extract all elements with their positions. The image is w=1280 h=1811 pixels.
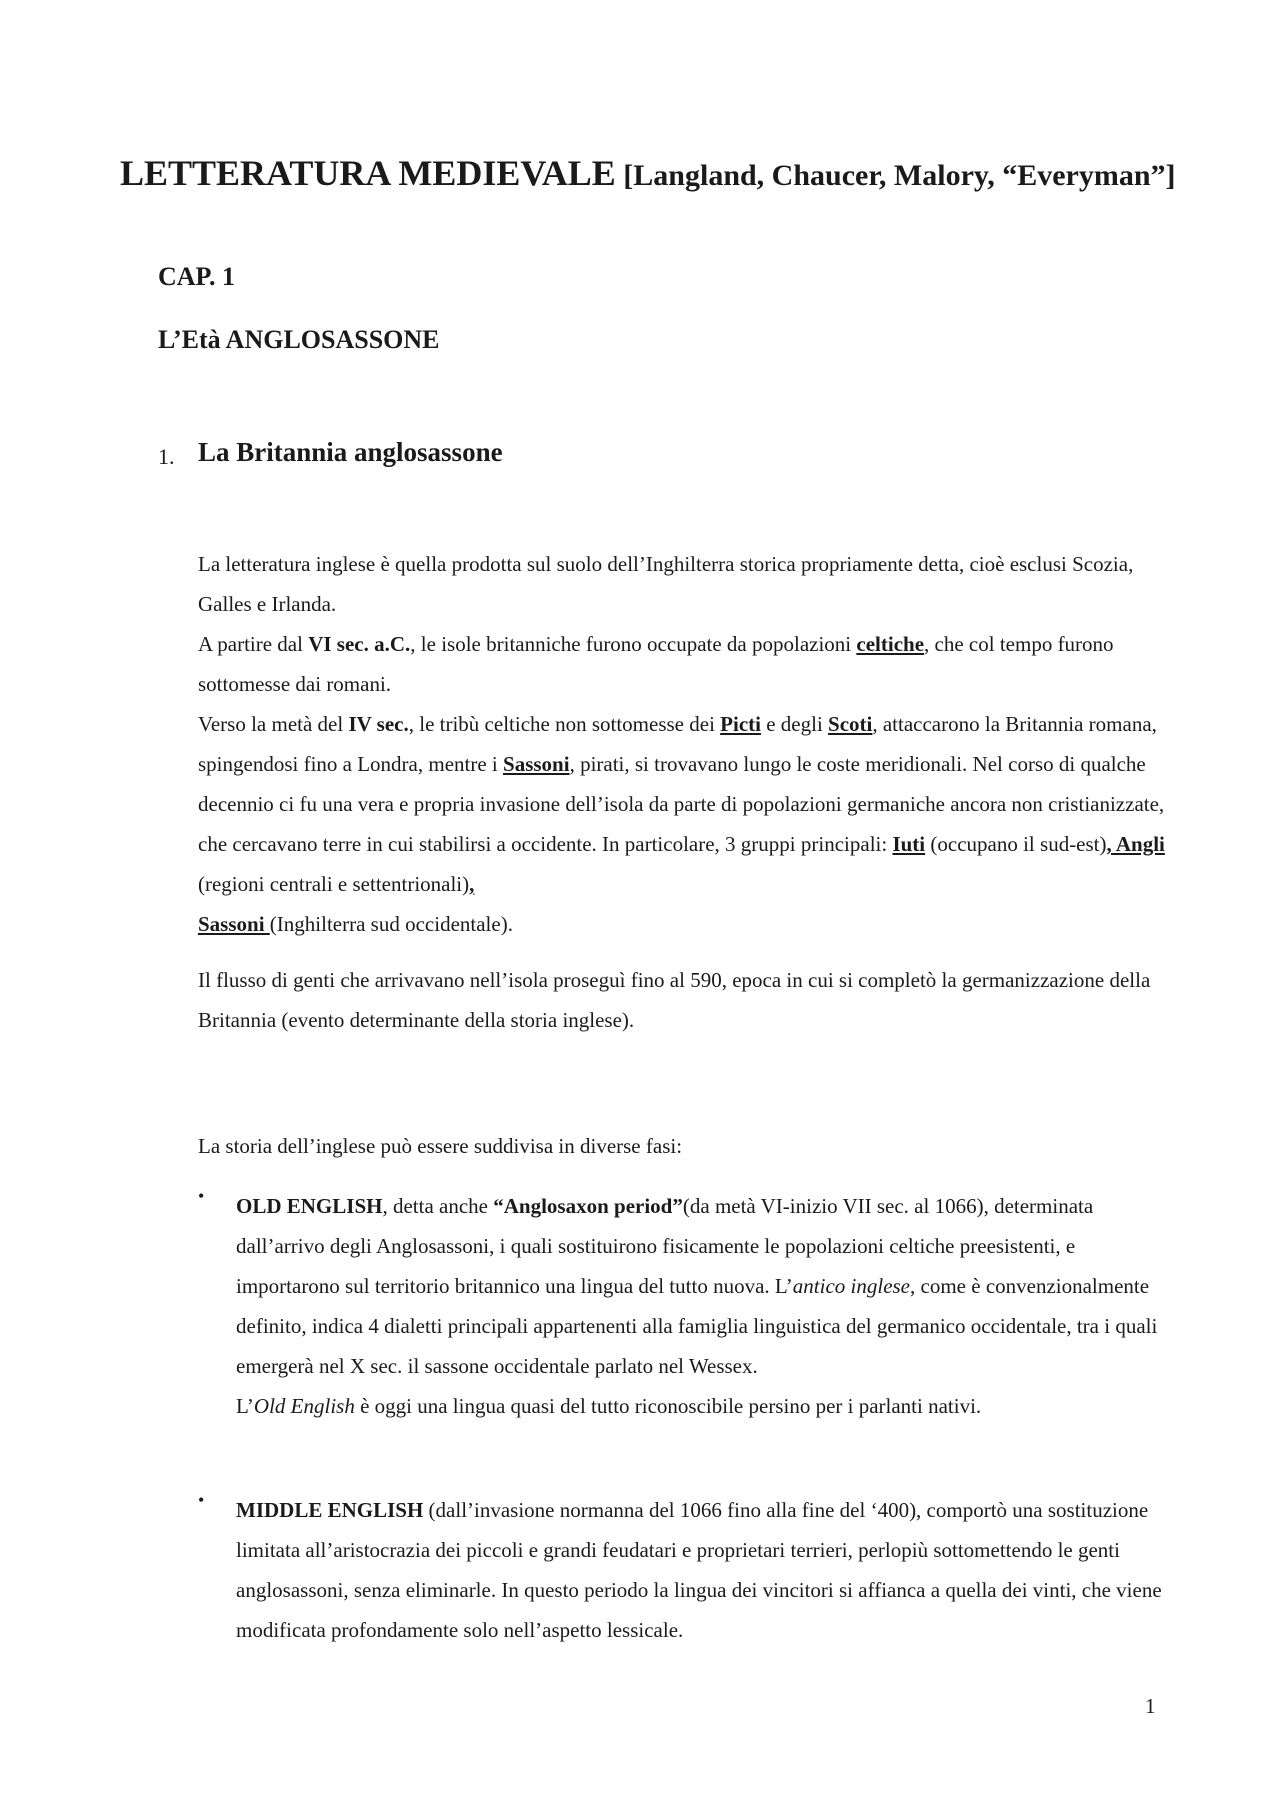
chapter-title: L’Età ANGLOSASSONE [158, 325, 440, 354]
title-main: LETTERATURA MEDIEVALE [120, 153, 616, 193]
p1-underlined: , Angli [1106, 832, 1165, 856]
bullet-marker: • [198, 1490, 205, 1510]
title-subtitle: [Langland, Chaucer, Malory, “Everyman”] [623, 159, 1176, 192]
item-italic: Old English [253, 1394, 355, 1418]
item-text: L’ [236, 1394, 254, 1418]
p1-text: , pirati, si trovavano lungo le coste meridionali. Nel corso di qualche decennio ci fu una vera e propria invasione dell’isola da parte di popolazioni germaniche ancora non cristianizzate, che cercavano terre in cui stabilirsi a occidente. In particolare, 3 gruppi principali: [198, 752, 1165, 856]
paragraph-phases-intro: La storia dell’inglese può essere suddivisa in diverse fasi: [198, 1134, 683, 1158]
p1-underlined: Picti [720, 712, 761, 736]
item-bold: “Anglosaxon period” [493, 1194, 683, 1218]
p1-underlined: , [469, 872, 475, 896]
page-number: 1 [1145, 1694, 1156, 1718]
old-english-heading: OLD ENGLISH [236, 1194, 383, 1218]
p1-bold: VI sec. a.C. [308, 632, 411, 656]
p1-underlined: Iuti [892, 832, 926, 856]
p1-text: e degli [760, 712, 829, 736]
p1-text: (Inghilterra sud occidentale). [269, 912, 513, 936]
p1-text: (occupano il sud-est) [925, 832, 1107, 856]
p1-text: , attaccarono la Britannia romana, spingendosi fino a Londra, mentre i [198, 712, 1157, 776]
paragraph-germanization: Il flusso di genti che arrivavano nell’isola proseguì fino al 590, epoca in cui si completò la germanizzazione della Britannia (evento determinante della storia inglese). [198, 968, 1151, 1032]
item-text: , detta anche [382, 1194, 494, 1218]
item-text: (da metà VI-inizio VII sec. al 1066), determinata dall’arrivo degli Anglosassoni, i quali sostituirono fisicamente le popolazioni celtiche preesistenti, e importarono sul territorio britannico una lingua del tutto nuova. L’ [236, 1194, 1094, 1298]
p1-text: , le isole britanniche furono occupate da popolazioni [410, 632, 857, 656]
item-text: , come è convenzionalmente definito, indica 4 dialetti principali appartenenti alla famiglia linguistica del germanico occidentale, tra i quali emergerà nel X sec. il sassone occidentale parlato nel Wessex. [236, 1274, 1158, 1378]
item-text: è oggi una lingua quasi del tutto riconoscibile persino per i parlanti nativi. [354, 1394, 982, 1418]
p1-underlined: Scoti [828, 712, 873, 736]
p1-underlined: Sassoni [503, 752, 570, 776]
p1-text: , che col tempo furono sottomesse dai romani. [198, 632, 1114, 696]
p1-underlined: Sassoni [198, 912, 270, 936]
item-italic: antico inglese [792, 1274, 911, 1298]
middle-english-heading: MIDDLE ENGLISH [236, 1498, 424, 1522]
chapter-label: CAP. 1 [158, 262, 236, 291]
bullet-marker: • [198, 1186, 205, 1206]
p1-bold: IV sec. [348, 712, 409, 736]
p1-underlined: celtiche [856, 632, 925, 656]
section-title: La Britannia anglosassone [198, 437, 503, 467]
p1-text: (regioni centrali e settentrionali) [198, 872, 470, 896]
list-item-old-english [236, 1186, 1181, 1426]
item-text: (dall’invasione normanna del 1066 fino alla fine del ‘400), comportò una sostituzione limitata all’aristocrazia dei piccoli e grandi feudatari e proprietari terrieri, perlopiù sottomettendo le genti anglosassoni, senza eliminarle. In questo periodo la lingua dei vincitori si affianca a quella dei vinti, che viene modificata profondamente solo nell’aspetto lessicale. [236, 1498, 1162, 1642]
section-number: 1. [158, 444, 175, 469]
document-title [120, 150, 1180, 199]
p1-text: , le tribù celtiche non sottomesse dei [408, 712, 721, 736]
p1-text: Verso la metà del [198, 712, 349, 736]
list-item-middle-english [236, 1490, 1181, 1650]
p1-sentence-1: La letteratura inglese è quella prodotta sul suolo dell’Inghilterra storica propriamente detta, cioè esclusi Scozia, Galles e Irlanda. [198, 552, 1134, 616]
paragraph-intro [198, 544, 1168, 944]
p1-text: A partire dal [198, 632, 309, 656]
